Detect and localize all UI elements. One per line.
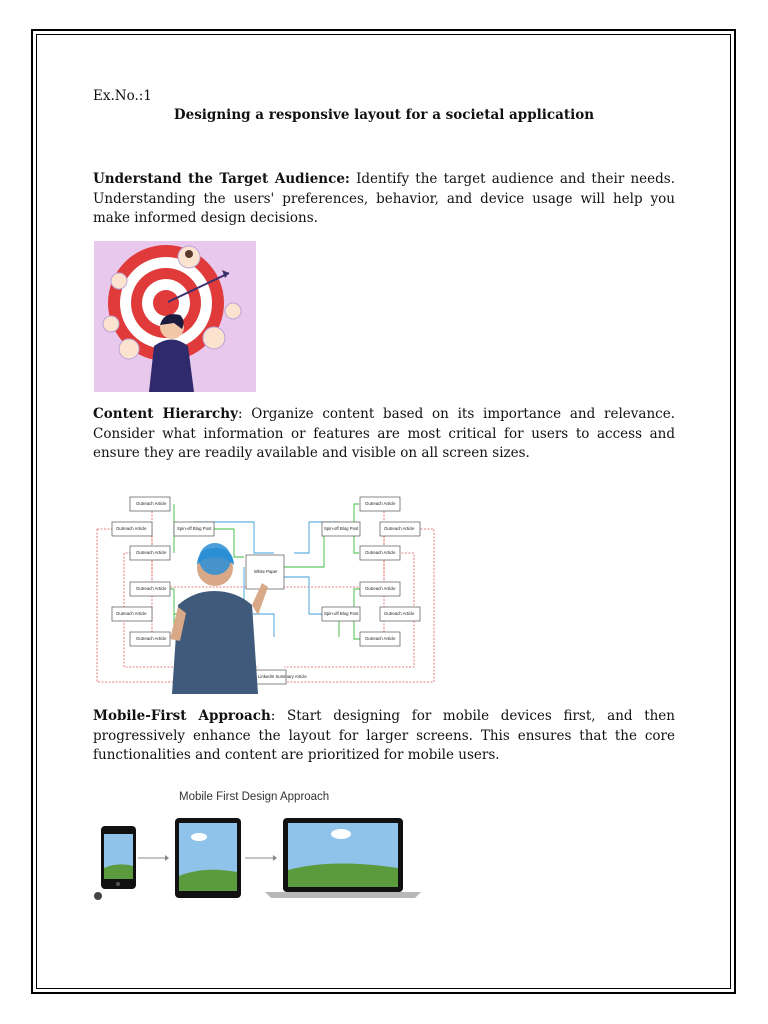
section-content-hierarchy xyxy=(93,405,675,464)
diagram-box-outreach: Outreach Article xyxy=(365,501,396,506)
mobile-first-illustration xyxy=(93,782,433,902)
section-body: : Start designing for mobile devices first, and then progressively enhance the layout for larger screens. This ensures that the core functionalities and content are prioritized for mobile users. xyxy=(93,708,675,764)
exercise-number: Ex.No.:1 xyxy=(93,88,152,104)
diagram-box-outreach: Outreach Article xyxy=(384,611,415,616)
section-body: Identify the target audience and their needs. Understanding the users' preferences, behavior, and device usage will help you make informed design decisions. xyxy=(93,171,675,227)
target-audience-illustration xyxy=(94,241,256,392)
page-title: Designing a responsive layout for a societal application xyxy=(173,107,595,123)
diagram-box-outreach: Outreach Article xyxy=(116,611,147,616)
diagram-box-outreach: Outreach Article xyxy=(136,550,167,555)
diagram-box-spinoff: Spin-off Blog Post xyxy=(324,526,359,531)
section-body: : Organize content based on its importance and relevance. Consider what information or features are most critical for users to access and ensure they are readily available and visible on all screen sizes. xyxy=(93,406,675,462)
diagram-box-outreach: Outreach Article xyxy=(116,526,147,531)
section-heading: Understand the Target Audience: xyxy=(93,171,350,187)
diagram-box-outreach: Outreach Article xyxy=(365,636,396,641)
diagram-box-linkedin: LinkedIn Summary Article xyxy=(258,674,307,679)
section-target-audience xyxy=(93,170,675,229)
section-heading: Mobile-First Approach xyxy=(93,708,271,724)
diagram-box-outreach: Outreach Article xyxy=(384,526,415,531)
diagram-box-spinoff: Spin-off Blog Post xyxy=(324,611,359,616)
diagram-box-white-paper: White Paper xyxy=(254,569,278,574)
content-hierarchy-diagram xyxy=(94,487,439,694)
diagram-box-outreach: Outreach Article xyxy=(365,550,396,555)
diagram-box-outreach: Outreach Article xyxy=(136,586,167,591)
section-heading: Content Hierarchy xyxy=(93,406,238,422)
section-mobile-first xyxy=(93,707,675,766)
diagram-box-outreach: Outreach Article xyxy=(136,636,167,641)
diagram-box-outreach: Outreach Article xyxy=(136,501,167,506)
diagram-box-spinoff: Spin-off Blog Post xyxy=(177,526,212,531)
mobile-first-caption: Mobile First Design Approach xyxy=(179,791,330,803)
diagram-box-outreach: Outreach Article xyxy=(365,586,396,591)
